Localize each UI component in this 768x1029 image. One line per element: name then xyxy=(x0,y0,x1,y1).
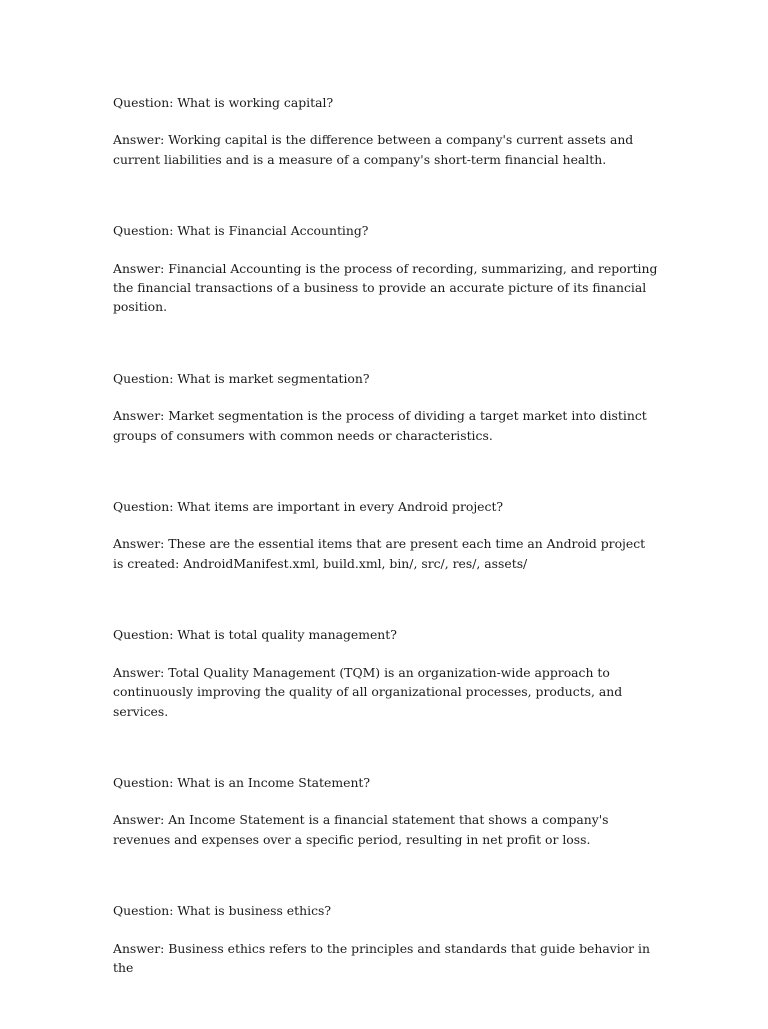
answer-text: Answer: An Income Statement is a financial statement that shows a company's revenues and expenses over a specific period, resulting in net profit or loss. xyxy=(113,812,609,847)
qa-item-financial-accounting xyxy=(113,221,658,317)
qa-list xyxy=(113,93,658,1029)
qa-item-income-statement xyxy=(113,773,658,849)
qa-item-total-quality-management xyxy=(113,625,658,721)
answer-text: Answer: Working capital is the difference between a company's current assets and current liabilities and is a measure of a company's short-term financial health. xyxy=(113,132,634,167)
question-text: Question: What is working capital? xyxy=(113,95,334,110)
answer-text: Answer: Market segmentation is the process of dividing a target market into distinct groups of consumers with common needs or characteristics. xyxy=(113,408,647,443)
answer-text: Answer: Business ethics refers to the principles and standards that guide behavior in the xyxy=(113,940,650,975)
question-text: Question: What is an Income Statement? xyxy=(113,774,371,790)
question-text: Question: What is market segmentation? xyxy=(113,370,370,386)
qa-item-market-segmentation xyxy=(113,369,658,445)
question-text: Question: What is business ethics? xyxy=(113,903,332,919)
qa-item-working-capital xyxy=(113,93,658,169)
answer-text: Answer: Financial Accounting is the process of recording, summarizing, and reporting the financial transactions of a business to provide an accurate picture of its financial position. xyxy=(113,260,658,315)
question-text: Question: What items are important in every Android project? xyxy=(113,499,504,515)
answer-text: Answer: These are the essential items that are present each time an Android project is created: AndroidManifest.xml, build.xml, bin/, src/, res/, assets/ xyxy=(113,536,646,571)
answer-text: Answer: Total Quality Management (TQM) is an organization-wide approach to continuously improving the quality of all organizational processes, products, and services. xyxy=(113,664,623,719)
qa-item-business-ethics xyxy=(113,901,658,977)
question-text: Question: What is total quality management? xyxy=(113,627,397,643)
question-text: Question: What is Financial Accounting? xyxy=(113,223,369,239)
qa-item-android-project xyxy=(113,497,658,573)
